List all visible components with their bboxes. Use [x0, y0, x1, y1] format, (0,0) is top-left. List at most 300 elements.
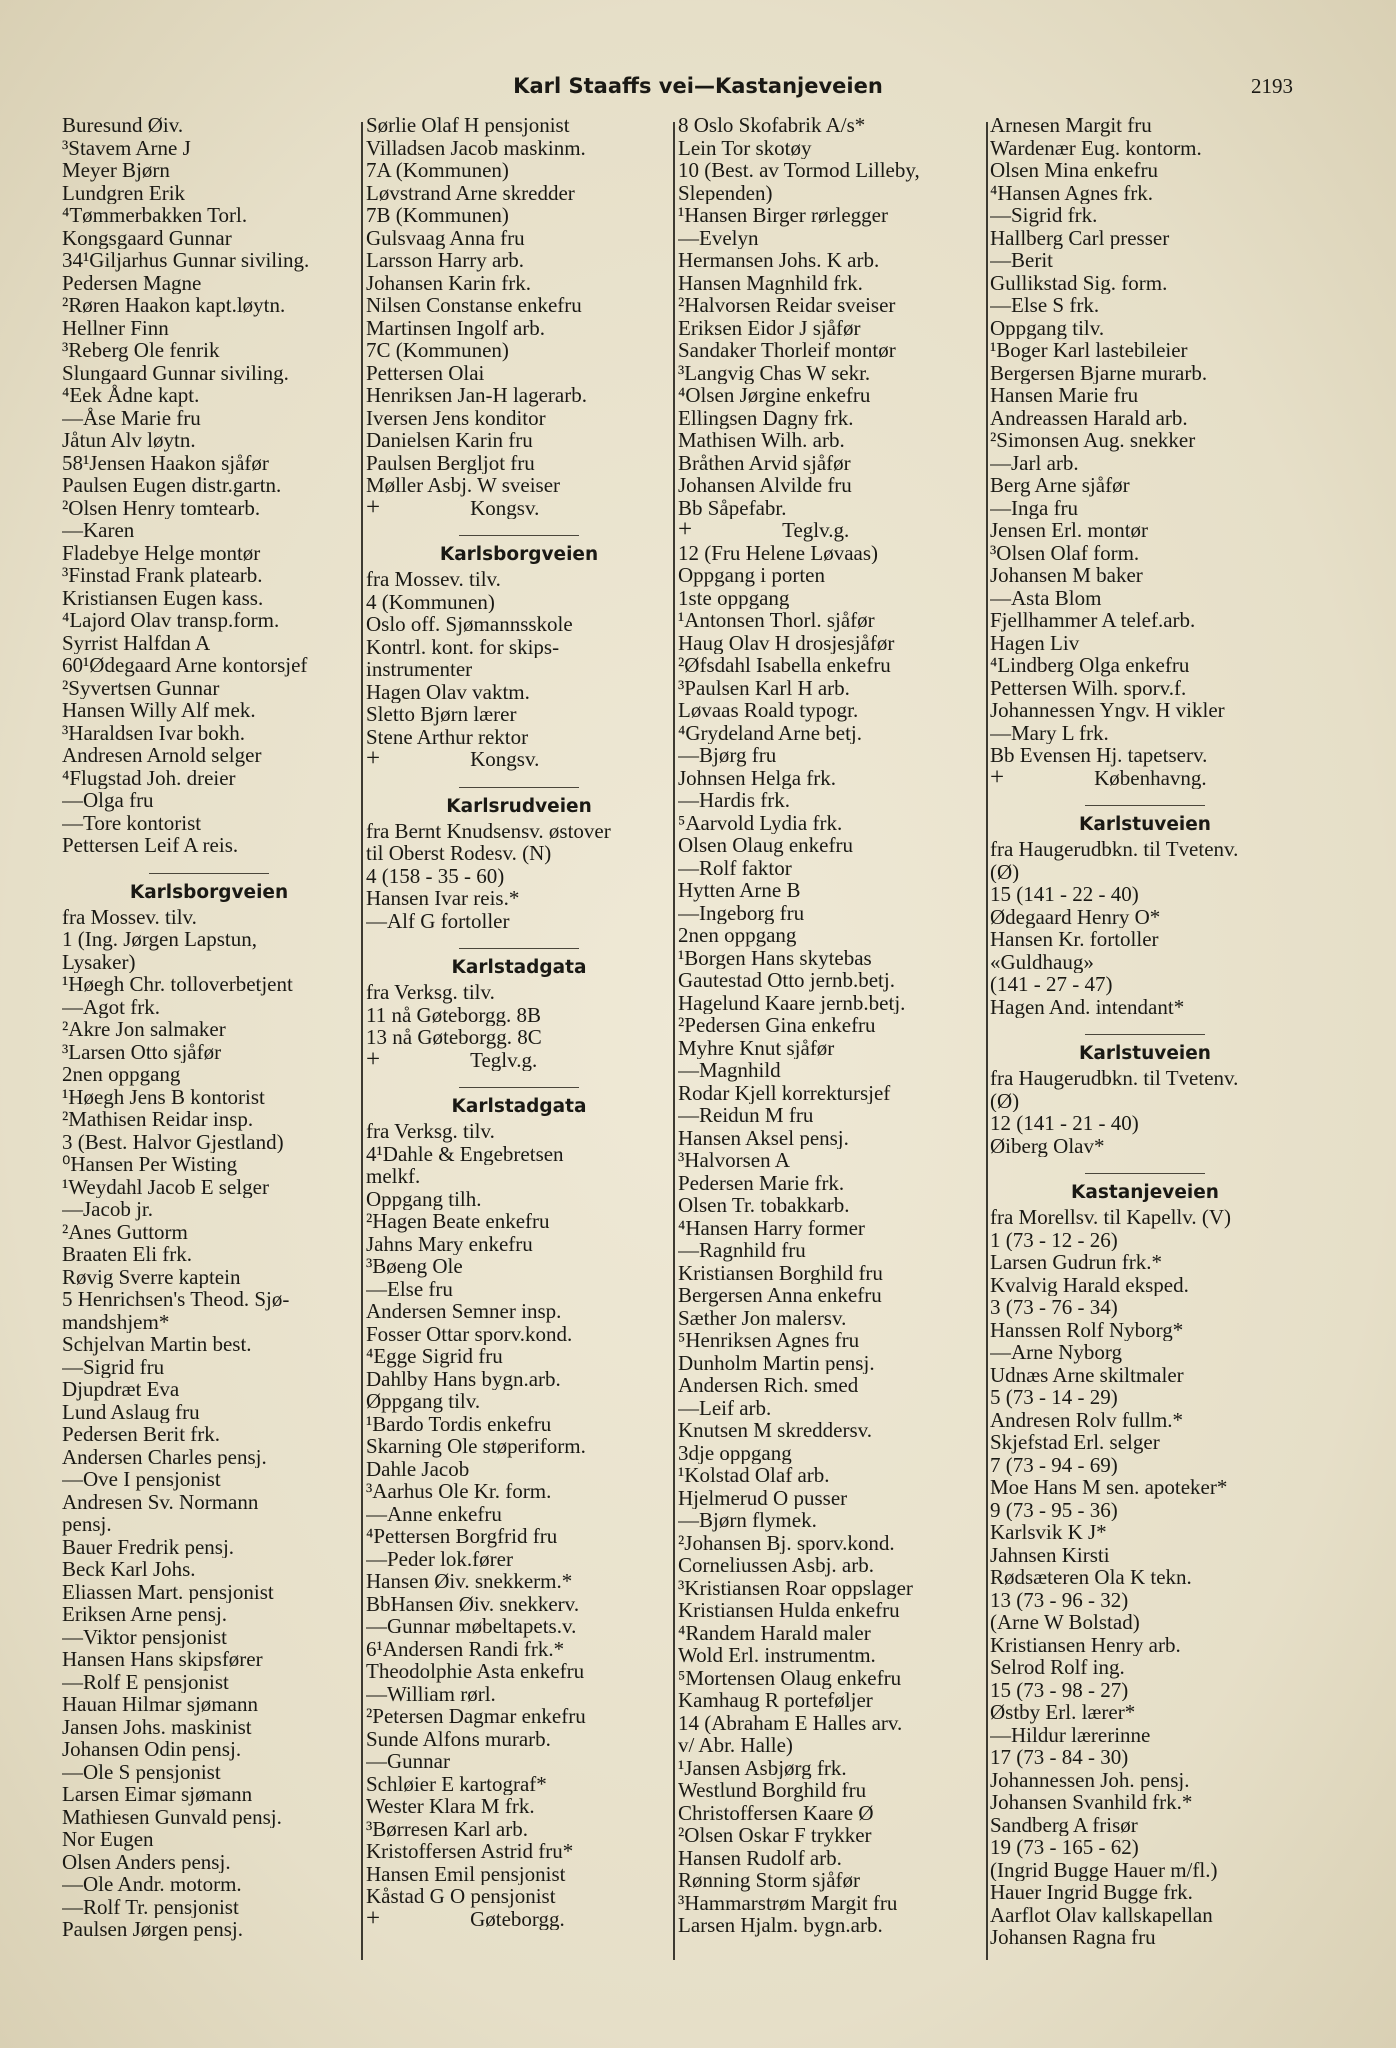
listing-line: —Reidun M fru — [678, 1104, 814, 1127]
listing-line: Sletto Bjørn lærer — [366, 703, 517, 726]
listing-line: Røvig Sverre kaptein — [62, 1265, 241, 1288]
listing-line: Westlund Borghild fru — [678, 1779, 867, 1802]
listing-line: Beck Karl Johs. — [62, 1558, 196, 1581]
listing-line: Wester Klara M frk. — [366, 1795, 535, 1818]
listing-line: —Ove I pensjonist — [62, 1468, 221, 1491]
listing-line: fra Mossev. tilv. — [366, 568, 501, 591]
section-divider — [459, 948, 579, 949]
listing-line: Dahlby Hans bygn.arb. — [366, 1367, 561, 1390]
listing-line: ⁴Hansen Agnes frk. — [990, 181, 1154, 204]
listing-line: instrumenter — [366, 658, 473, 681]
listing-line: fra Haugerudbkn. til Tvetenv. — [990, 838, 1239, 861]
listing-line: ¹Bardo Tordis enkefru — [366, 1412, 552, 1435]
listing-line: Paulsen Eugen distr.gartn. — [62, 474, 282, 497]
listing-line: ²Anes Guttorm — [62, 1220, 188, 1243]
listing-line: Knutsen M skreddersv. — [678, 1419, 873, 1442]
listing-line: BbHansen Øiv. snekkerv. — [366, 1592, 580, 1615]
listing-line: 58¹Jensen Haakon sjåfør — [62, 451, 269, 474]
listing-line: Moe Hans M sen. apoteker* — [990, 1476, 1228, 1499]
listing-line: Øiberg Olav* — [990, 1134, 1105, 1157]
column-3 — [678, 114, 988, 1964]
listing-line: ¹Hansen Birger rørlegger — [678, 204, 888, 227]
column-1 — [62, 114, 356, 1964]
listing-line: —Viktor pensjonist — [62, 1625, 227, 1648]
listing-line: —Inga fru — [990, 496, 1079, 519]
listing-line: ³Reberg Ole fenrik — [62, 339, 220, 362]
listing-line: —Sigrid fru — [62, 1355, 165, 1378]
listing-line: Buresund Øiv. — [62, 114, 184, 137]
listing-line: Jensen Erl. montør — [990, 519, 1149, 542]
listing-line: Gulsvaag Anna fru — [366, 226, 525, 249]
page-title: Karl Staaffs vei—Kastanjeveien — [513, 74, 883, 98]
listing-line: —Hildur lærerinne — [990, 1723, 1151, 1746]
street-heading: Karlsborgveien — [129, 881, 289, 903]
listing-line: Østby Erl. lærer* — [990, 1701, 1136, 1724]
column-rule — [361, 122, 363, 1960]
listing-line: Hagen And. intendant* — [990, 995, 1185, 1018]
listing-line: 2nen oppgang — [678, 924, 797, 947]
cross-street-line — [366, 497, 672, 520]
section-divider — [1085, 1173, 1205, 1174]
crossing-icon: + — [366, 496, 381, 519]
listing-line: Sandaker Thorleif montør — [678, 339, 896, 362]
listing-line: Danielsen Karin fru — [366, 429, 533, 452]
listing-line: ¹Boger Karl lastebileier — [990, 339, 1188, 362]
crossing-icon: + — [366, 1048, 381, 1071]
page-header — [0, 74, 1396, 114]
listing-line: —Åse Marie fru — [62, 406, 201, 429]
listing-line: ²Røren Haakon kapt.løytn. — [62, 294, 286, 317]
listing-line: Villadsen Jacob maskinm. — [366, 136, 586, 159]
listing-line: Pettersen Leif A reis. — [62, 834, 239, 857]
listing-line: ²Mathisen Reidar insp. — [62, 1108, 254, 1131]
crossing-icon: + — [678, 519, 693, 542]
street-heading: Karlstadgata — [451, 1096, 587, 1117]
listing-line: ³Langvig Chas W sekr. — [678, 361, 871, 384]
listing-line: ⁵Aarvold Lydia frk. — [678, 811, 843, 834]
listing-line: 12 (Fru Helene Løvaas) — [678, 541, 879, 564]
listing-line: 7B (Kommunen) — [366, 204, 509, 227]
listing-line: Gautestad Otto jernb.betj. — [678, 969, 895, 992]
listing-line: ³Haraldsen Ivar bokh. — [62, 721, 245, 744]
listing-line: Hansen Rudolf arb. — [678, 1846, 842, 1869]
listing-line: Sæther Jon malersv. — [678, 1306, 847, 1329]
listing-line: Møller Asbj. W sveiser — [366, 474, 561, 497]
listing-line: Schjelvan Martin best. — [62, 1333, 252, 1356]
listing-line: 19 (73 - 165 - 62) — [990, 1836, 1139, 1859]
listing-line: ⁴Eek Ådne kapt. — [62, 384, 200, 407]
listing-line: 7 (73 - 94 - 69) — [990, 1453, 1118, 1476]
listing-line: «Guldhaug» — [990, 950, 1094, 973]
listing-line: 15 (141 - 22 - 40) — [990, 883, 1139, 906]
listing-line: ⁴Hansen Harry former — [678, 1216, 865, 1239]
listing-line: —Berit — [990, 249, 1053, 272]
listing-line: Johansen Karin frk. — [366, 271, 532, 294]
listing-line: —Arne Nyborg — [990, 1341, 1123, 1364]
listing-line: ²Simonsen Aug. snekker — [990, 429, 1196, 452]
listing-line: Hagen Liv — [990, 631, 1080, 654]
listing-line: Stene Arthur rektor — [366, 725, 529, 748]
listing-line: ³Larsen Otto sjåfør — [62, 1040, 222, 1063]
listing-line: Oslo off. Sjømannsskole — [366, 613, 573, 636]
listing-line: Sørlie Olaf H pensjonist — [366, 114, 570, 137]
listing-line: Olsen Anders pensj. — [62, 1850, 231, 1873]
listing-line: —Olga fru — [62, 789, 154, 812]
listing-line: 3dje oppgang — [678, 1441, 792, 1464]
listing-line: Slependen) — [678, 181, 773, 204]
listing-line: 12 (141 - 21 - 40) — [990, 1112, 1139, 1135]
listing-line: Selrod Rolf ing. — [990, 1656, 1125, 1679]
street-heading: Karlsborgveien — [439, 544, 599, 565]
section-divider — [1085, 805, 1205, 806]
listing-line: fra Morellsv. til Kapellv. (V) — [990, 1206, 1232, 1229]
listing-line: —Sigrid frk. — [990, 204, 1098, 227]
listing-line: Hagelund Kaare jernb.betj. — [678, 991, 906, 1014]
listing-line: 1 (73 - 12 - 26) — [990, 1228, 1118, 1251]
listing-line: Nilsen Constanse enkefru — [366, 294, 582, 317]
listing-line: ²Øfsdahl Isabella enkefru — [678, 654, 891, 677]
listing-line: ²Johansen Bj. sporv.kond. — [678, 1531, 895, 1554]
listing-line: 60¹Ødegaard Arne kontorsjef — [62, 654, 308, 677]
listing-line: Hansen Ivar reis.* — [366, 887, 520, 910]
listing-line: —Anne enkefru — [366, 1502, 502, 1525]
listing-line: Andersen Charles pensj. — [62, 1445, 267, 1468]
page-number: 2193 — [1251, 74, 1293, 98]
listing-line: 10 (Best. av Tormod Lilleby, — [678, 159, 920, 182]
listing-line: Hauer Ingrid Bugge frk. — [990, 1881, 1193, 1904]
listing-line: —Else fru — [366, 1277, 453, 1300]
listing-line: Hanssen Rolf Nyborg* — [990, 1318, 1184, 1341]
listing-line: (Arne W Bolstad) — [990, 1611, 1140, 1634]
listing-line: ²Pedersen Gina enkefru — [678, 1014, 876, 1037]
listing-line: ⁵Mortensen Olaug enkefru — [678, 1666, 902, 1689]
listing-line: Jansen Johs. maskinist — [62, 1715, 252, 1738]
listing-line: Syrrist Halfdan A — [62, 631, 211, 654]
listing-line: Mathisen Wilh. arb. — [678, 429, 845, 452]
listing-line: 1ste oppgang — [678, 586, 790, 609]
listing-line: Ellingsen Dagny frk. — [678, 406, 854, 429]
listing-line: —Ingeborg fru — [678, 901, 805, 924]
listing-line: melkf. — [366, 1165, 421, 1188]
listing-line: Hytten Arne B — [678, 879, 801, 902]
listing-line: Pettersen Wilh. sporv.f. — [990, 676, 1187, 699]
cross-street-line — [678, 519, 988, 542]
listing-line: Kontrl. kont. for skips- — [366, 635, 560, 658]
listing-line: ⁰Hansen Per Wisting — [62, 1153, 238, 1176]
column-rule — [673, 122, 675, 1960]
listing-line: ¹Weydahl Jacob E selger — [62, 1175, 269, 1198]
listing-line: —Ole Andr. motorm. — [62, 1873, 242, 1896]
listing-line: Myhre Knut sjåfør — [678, 1036, 835, 1059]
listing-line: ²Akre Jon salmaker — [62, 1018, 226, 1041]
listing-line: Christoffersen Kaare Ø — [678, 1801, 874, 1824]
listing-line: 9 (73 - 95 - 36) — [990, 1498, 1118, 1521]
listing-line: Sunde Alfons murarb. — [366, 1727, 551, 1750]
listing-line: Olsen Tr. tobakkarb. — [678, 1194, 850, 1217]
listing-line: —Jacob jr. — [62, 1198, 153, 1221]
listing-line: 1 (Ing. Jørgen Lapstun, — [62, 928, 257, 951]
listing-line: Kåstad G O pensjonist — [366, 1885, 556, 1908]
listing-line: 5 (73 - 14 - 29) — [990, 1386, 1118, 1409]
listing-line: Skarning Ole støperiform. — [366, 1435, 586, 1458]
cross-street-line — [366, 1908, 672, 1931]
listing-line: ³Stavem Arne J — [62, 136, 191, 159]
listing-line: —Jarl arb. — [990, 451, 1079, 474]
listing-line: Bergersen Bjarne murarb. — [990, 361, 1208, 384]
column-2 — [366, 114, 672, 1964]
listing-line: 4 (Kommunen) — [366, 590, 495, 613]
listing-line: Berg Arne sjåfør — [990, 474, 1130, 497]
listing-line: Udnæs Arne skiltmaler — [990, 1363, 1184, 1386]
listing-line: Dunholm Martin pensj. — [678, 1351, 875, 1374]
listing-line: Mathiesen Gunvald pensj. — [62, 1805, 282, 1828]
listing-line: Andersen Semner insp. — [366, 1300, 562, 1323]
listing-line: (Ø) — [990, 1089, 1020, 1112]
cross-street-name: Gøteborgg. — [470, 1907, 565, 1930]
listing-line: —Peder lok.fører — [366, 1547, 513, 1570]
cross-street-name: Kongsv. — [470, 748, 540, 771]
crossing-icon: + — [366, 748, 381, 771]
listing-line: Ødegaard Henry O* — [990, 905, 1161, 928]
listing-line: Lund Aslaug fru — [62, 1400, 200, 1423]
listing-line: —Bjørg fru — [678, 744, 777, 767]
listing-line: ²Petersen Dagmar enkefru — [366, 1705, 586, 1728]
listing-line: Olsen Olaug enkefru — [678, 834, 853, 857]
listing-line: 4¹Dahle & Engebretsen — [366, 1142, 564, 1165]
listing-line: Johansen M baker — [990, 564, 1143, 587]
listing-line: 5 Henrichsen's Theod. Sjø- — [62, 1288, 290, 1311]
section-divider — [459, 535, 579, 536]
cross-street-line — [366, 748, 672, 771]
listing-line: Johansen Svanhild frk.* — [990, 1791, 1193, 1814]
listing-line: Jåtun Alv løytn. — [62, 429, 196, 452]
listing-line: —Rolf Tr. pensjonist — [62, 1895, 239, 1918]
listing-line: —Gunnar møbeltapets.v. — [366, 1615, 577, 1638]
listing-line: Lein Tor skotøy — [678, 136, 812, 159]
listing-line: Eliassen Mart. pensjonist — [62, 1580, 274, 1603]
listing-line: ⁴Lindberg Olga enkefru — [990, 654, 1190, 677]
listing-line: Løvaas Roald typogr. — [678, 699, 859, 722]
cross-street-name: Teglv.g. — [782, 519, 850, 542]
listing-line: Paulsen Bergljot fru — [366, 451, 535, 474]
listing-line: —Magnhild — [678, 1059, 781, 1082]
listing-line: Slungaard Gunnar siviling. — [62, 361, 289, 384]
cross-street-name: Københavng. — [1094, 766, 1207, 789]
listing-line: —Else S frk. — [990, 294, 1100, 317]
listing-line: ³Børresen Karl arb. — [366, 1817, 528, 1840]
listing-line: ³Bøeng Ole — [366, 1255, 463, 1278]
listing-line: —Leif arb. — [678, 1396, 772, 1419]
listing-line: ¹Antonsen Thorl. sjåfør — [678, 609, 875, 632]
listing-line: Schløier E kartograf* — [366, 1772, 547, 1795]
listing-line: Pedersen Magne — [62, 271, 202, 294]
listing-line: Olsen Mina enkefru — [990, 159, 1158, 182]
listing-line: —Rolf E pensjonist — [62, 1670, 229, 1693]
listing-line: (Ingrid Bugge Hauer m/fl.) — [990, 1858, 1218, 1881]
listing-line: Rønning Storm sjåfør — [678, 1869, 860, 1892]
listing-line: Johannessen Yngv. H vikler — [990, 699, 1225, 722]
listing-line: Hansen Marie fru — [990, 384, 1139, 407]
listing-line: Bauer Fredrik pensj. — [62, 1535, 235, 1558]
section-divider — [1085, 1034, 1205, 1035]
listing-line: Sandberg A frisør — [990, 1813, 1138, 1836]
listing-line: Eriksen Eidor J sjåfør — [678, 316, 861, 339]
listing-line: Hauan Hilmar sjømann — [62, 1693, 258, 1716]
listing-line: Larsen Hjalm. bygn.arb. — [678, 1914, 883, 1937]
listing-line: Øppgang tilv. — [366, 1390, 481, 1413]
listing-line: Djupdræt Eva — [62, 1378, 180, 1401]
listing-line: pensj. — [62, 1513, 112, 1536]
listing-line: ¹Høegh Jens B kontorist — [62, 1085, 265, 1108]
listing-line: Oppgang i porten — [678, 564, 825, 587]
listing-line: Bergersen Anna enkefru — [678, 1284, 882, 1307]
listing-line: Arnesen Margit fru — [990, 114, 1152, 137]
listing-line: ⁴Lajord Olav transp.form. — [62, 609, 280, 632]
section-divider — [149, 873, 269, 874]
listing-line: Eriksen Arne pensj. — [62, 1603, 228, 1626]
listing-line: til Oberst Rodesv. (N) — [366, 842, 552, 865]
section-divider — [459, 1087, 579, 1088]
listing-line: Haug Olav H drosjesjåfør — [678, 631, 895, 654]
listing-line: Larsen Eimar sjømann — [62, 1783, 253, 1806]
listing-line: ⁴Egge Sigrid fru — [366, 1345, 503, 1368]
listing-line: ⁵Henriksen Agnes fru — [678, 1329, 860, 1352]
listing-line: Hermansen Johs. K arb. — [678, 249, 880, 272]
listing-line: —William rørl. — [366, 1682, 496, 1705]
section-divider — [459, 787, 579, 788]
listing-line: Andresen Rolv fullm.* — [990, 1408, 1184, 1431]
listing-line: ³Finstad Frank platearb. — [62, 564, 263, 587]
listing-line: Skjefstad Erl. selger — [990, 1431, 1160, 1454]
listing-line: Jahns Mary enkefru — [366, 1232, 533, 1255]
listing-line: Oppgang tilv. — [990, 316, 1105, 339]
listing-line: ²Syvertsen Gunnar — [62, 676, 220, 699]
listing-line: fra Mossev. tilv. — [62, 905, 197, 928]
street-heading: Karlstuveien — [1079, 814, 1211, 835]
listing-line: Henriksen Jan-H lagerarb. — [366, 384, 587, 407]
listing-line: ⁴Olsen Jørgine enkefru — [678, 384, 871, 407]
cross-street-line — [990, 767, 1300, 790]
listing-line: Rodar Kjell korrektursjef — [678, 1081, 891, 1104]
listing-line: Martinsen Ingolf arb. — [366, 316, 546, 339]
listing-line: Fjellhammer A telef.arb. — [990, 609, 1196, 632]
street-heading: Karlstuveien — [1079, 1043, 1211, 1064]
listing-line: ¹Kolstad Olaf arb. — [678, 1464, 830, 1487]
listing-line: 13 nå Gøteborgg. 8C — [366, 1026, 542, 1049]
listing-line: Bb Evensen Hj. tapetserv. — [990, 744, 1208, 767]
listing-line: Jahnsen Kirsti — [990, 1543, 1110, 1566]
listing-line: Andersen Rich. smed — [678, 1374, 859, 1397]
crossing-icon: + — [366, 1907, 381, 1930]
listing-line: Kristiansen Eugen kass. — [62, 586, 264, 609]
listing-line: Bråthen Arvid sjåfør — [678, 451, 851, 474]
listing-line: —Ole S pensjonist — [62, 1760, 221, 1783]
listing-line: 14 (Abraham E Halles arv. — [678, 1711, 903, 1734]
listing-line: 4 (158 - 35 - 60) — [366, 864, 505, 887]
listing-line: —Alf G fortoller — [366, 909, 510, 932]
listing-line: ³Olsen Olaf form. — [990, 541, 1140, 564]
listing-line: ¹Borgen Hans skytebas — [678, 946, 872, 969]
listing-line: fra Haugerudbkn. til Tvetenv. — [990, 1067, 1239, 1090]
listing-line: Kristiansen Borghild fru — [678, 1261, 883, 1284]
listing-line: —Karen — [62, 519, 135, 542]
listing-line: Fladebye Helge montør — [62, 541, 261, 564]
listing-line: fra Bernt Knudsensv. østover — [366, 819, 611, 842]
listing-line: —Evelyn — [678, 226, 759, 249]
listing-line: Fosser Ottar sporv.kond. — [366, 1322, 573, 1345]
listing-line: Gullikstad Sig. form. — [990, 271, 1168, 294]
listing-line: Hellner Finn — [62, 316, 169, 339]
listing-line: Johansen Ragna fru — [990, 1926, 1156, 1949]
listing-line: ³Hammarstrøm Margit fru — [678, 1891, 898, 1914]
listing-line: Lysaker) — [62, 950, 136, 973]
listing-line: ¹Høegh Chr. tolloverbetjent — [62, 973, 293, 996]
column-4 — [990, 114, 1300, 1964]
listing-line: Kristiansen Hulda enkefru — [678, 1599, 900, 1622]
listing-line: Johnsen Helga frk. — [678, 766, 837, 789]
cross-street-name: Teglv.g. — [470, 1048, 538, 1071]
listing-line: —Agot frk. — [62, 995, 160, 1018]
listing-line: —Bjørn flymek. — [678, 1509, 817, 1532]
listing-line: Braaten Eli frk. — [62, 1243, 193, 1266]
listing-line: Paulsen Jørgen pensj. — [62, 1918, 244, 1941]
listing-line: ⁴Flugstad Joh. dreier — [62, 766, 236, 789]
listing-line: Kristoffersen Astrid fru* — [366, 1840, 574, 1863]
listing-line: Johansen Alvilde fru — [678, 474, 852, 497]
listing-line: —Mary L frk. — [990, 721, 1109, 744]
listing-line: Kamhaug R porteføljer — [678, 1689, 873, 1712]
listing-line: Hjelmerud O pusser — [678, 1486, 848, 1509]
listing-line: Hansen Emil pensjonist — [366, 1862, 566, 1885]
listing-line: (Ø) — [990, 860, 1020, 883]
listing-line: Nor Eugen — [62, 1828, 154, 1851]
listing-line: Kristiansen Henry arb. — [990, 1633, 1181, 1656]
listing-line: Andresen Sv. Normann — [62, 1490, 259, 1513]
listing-line: 3 (73 - 76 - 34) — [990, 1296, 1118, 1319]
listing-line: Hallberg Carl presser — [990, 226, 1170, 249]
listing-line: Karlsvik K J* — [990, 1521, 1107, 1544]
listing-line: —Tore kontorist — [62, 811, 202, 834]
listing-line: Hansen Magnhild frk. — [678, 271, 863, 294]
listing-line: 7C (Kommunen) — [366, 339, 509, 362]
listing-line: Meyer Bjørn — [62, 159, 170, 182]
listing-line: ³Kristiansen Roar oppslager — [678, 1576, 913, 1599]
listing-line: Larsson Harry arb. — [366, 249, 525, 272]
listing-line: 13 (73 - 96 - 32) — [990, 1588, 1129, 1611]
listing-line: 15 (73 - 98 - 27) — [990, 1678, 1129, 1701]
listing-line: ⁴Grydeland Arne betj. — [678, 721, 863, 744]
listing-line: Hansen Aksel pensj. — [678, 1126, 849, 1149]
listing-line: Rødsæteren Ola K tekn. — [990, 1566, 1192, 1589]
crossing-icon: + — [990, 766, 1005, 789]
listing-line: Iversen Jens konditor — [366, 406, 546, 429]
listing-line: ²Hagen Beate enkefru — [366, 1210, 550, 1233]
cross-street-line — [366, 1049, 672, 1072]
listing-line: fra Verksg. tilv. — [366, 1120, 495, 1143]
listing-line: Andresen Arnold selger — [62, 744, 262, 767]
listing-line: 6¹Andersen Randi frk.* — [366, 1637, 565, 1660]
listing-line: ²Olsen Oskar F trykker — [678, 1824, 872, 1847]
listing-line: Hansen Hans skipsfører — [62, 1648, 263, 1671]
listing-line: Wold Erl. instrumentm. — [678, 1644, 876, 1667]
listing-line: Andreassen Harald arb. — [990, 406, 1188, 429]
listing-line: Theodolphie Asta enkefru — [366, 1660, 585, 1683]
listing-line: ³Aarhus Ole Kr. form. — [366, 1480, 552, 1503]
street-heading: Karlsrudveien — [446, 795, 592, 817]
listing-line: Hagen Olav vaktm. — [366, 680, 530, 703]
listing-line: Dahle Jacob — [366, 1457, 470, 1480]
listing-line: v/ Abr. Halle) — [678, 1734, 793, 1757]
